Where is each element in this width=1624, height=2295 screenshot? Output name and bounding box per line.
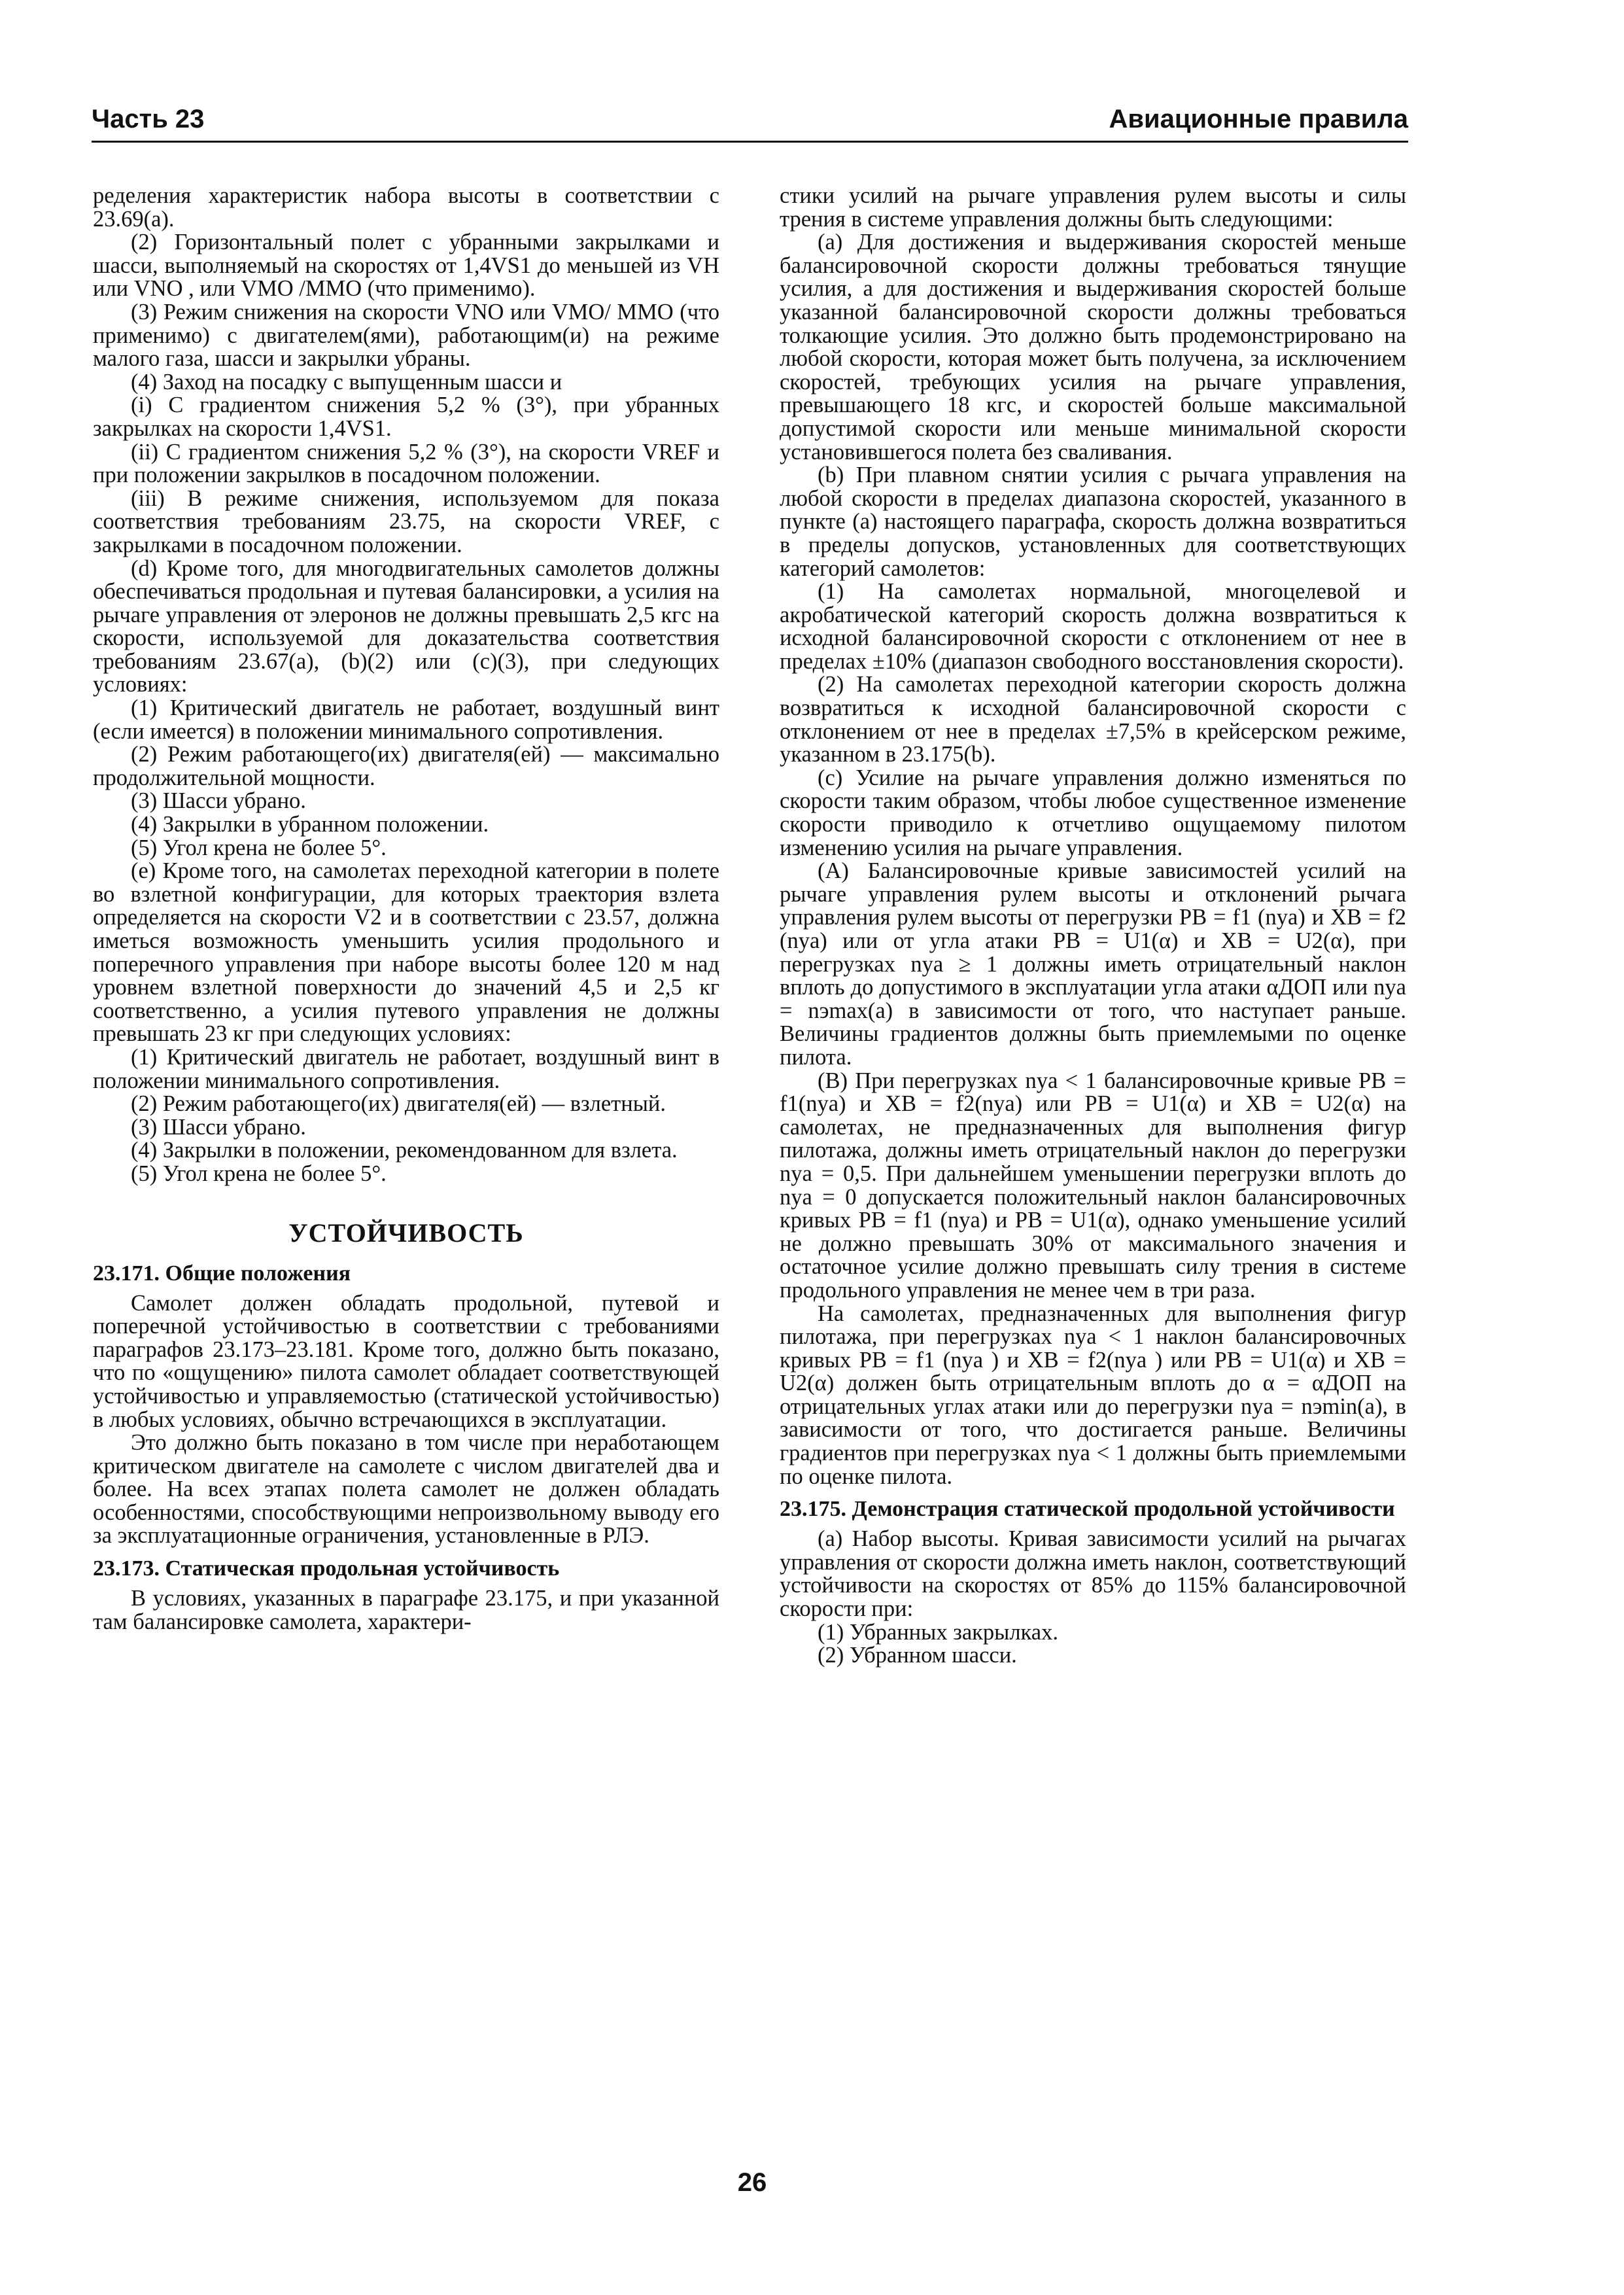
body-paragraph: (5) Угол крена не более 5°.: [131, 835, 387, 860]
body-paragraph: Это должно быть показано в том числе при неработающем критическом двигателе на самолете с числом двигателей два и более. На всех этапах полета самолет не должен обладать особенностями, способствующими непроизвольному выводу его за эксплуатационные ограничения, установленные в РЛЭ.: [93, 1430, 719, 1549]
body-paragraph: (2) Горизонтальный полет с убранными закрылками и шасси, выполняемый на скоростях от 1,4VS1 до меньшей из VH или VNO , или VMO /MMO (что применимо).: [93, 230, 719, 302]
body-paragraph: В условиях, указанных в параграфе 23.175, и при указанной там балансировке самолета, характери-: [93, 1586, 719, 1634]
body-paragraph: (с) Усилие на рычаге управления должно изменяться по скорости таким образом, чтобы любое существенное изменение скорости приводило к отчетливо ощущаемому пилотом изменению усилия на рычаге управления.: [780, 765, 1406, 860]
body-paragraph: На самолетах, предназначенных для выполнения фигур пилотажа, при перегрузках nya < 1 наклон балансировочных кривых PB = f1 (nya ) и XB = f2(nya ) или PB = U1(α) и XB = U2(α) должен быть отрицательным вплоть до α = αДОП на отрицательных углах атаки или до перегрузки nya = nэmin(a), в зависимости от того, что достигается раньше. Величины градиентов при перегрузках nya < 1 должны быть приемлемыми по оценке пилота.: [780, 1301, 1406, 1489]
page-number: 26: [737, 2168, 767, 2197]
body-paragraph: (d) Кроме того, для многодвигательных самолетов должны обеспечиваться продольная и путевая балансировки, а усилия на рычаге управления от элеронов не должны превышать 2,5 кгс на скорости, используемой для доказательства соответствия требованиям 23.67(а), (b)(2) или (с)(3), при следующих условиях:: [93, 555, 719, 697]
body-paragraph: (4) Закрылки в положении, рекомендованном для взлета.: [131, 1138, 678, 1163]
body-paragraph: (е) Кроме того, на самолетах переходной категории в полете во взлетной конфигурации, для которых траектория взлета определяется на скорости V2 и в соответствии с 23.57, должна иметься возможность уменьшить усилия продольного и поперечного управления при наборе высоты более 120 м над уровнем взлетной поверхности до значений 4,5 и 2,5 кг соответственно, а усилия путевого управления не должны превышать 23 кг при следующих условиях:: [93, 858, 719, 1047]
body-paragraph: (iii) В режиме снижения, используемом для показа соответствия требованиям 23.75, на скорости VREF, с закрылками в посадочном положении.: [93, 485, 719, 557]
body-paragraph: (3) Шасси убрано.: [131, 788, 306, 814]
body-paragraph: (1) На самолетах нормальной, многоцелевой и акробатической категорий скорость должна возвратиться к исходной балансировочной скорости с отклонением от нее в пределах ±10% (диапазон свободного восстановления скорости).: [780, 579, 1406, 674]
left-column: [93, 184, 719, 1634]
paragraph-heading: 23.173. Статическая продольная устойчивость: [93, 1556, 560, 1581]
body-paragraph: (2) Убранном шасси.: [818, 1643, 1017, 1668]
body-paragraph: (4) Заход на посадку с выпущенным шасси и: [131, 369, 562, 394]
body-paragraph: (В) При перегрузках nya < 1 балансировочные кривые PB = f1(nya) и XB = f2(nya) или PB = U1(α) и XB = U2(α) на самолетах, не предназначенных для выполнения фигур пилотажа, должны иметь отрицательный наклон до перегрузки nya = 0,5. При дальнейшем уменьшении перегрузки вплоть до nya = 0 допускается положительный наклон балансировочных кривых PB = f1 (nya) и PB = U1(α), однако уменьшение усилий не должно превышать 30% от максимального значения и остаточное усилие должно превышать силу трения в системе продольного управления не менее чем в три раза.: [780, 1068, 1406, 1303]
section-heading: УСТОЙЧИВОСТЬ: [288, 1218, 524, 1248]
running-header-left: Часть 23: [92, 105, 205, 133]
body-paragraph: (b) При плавном снятии усилия с рычага управления на любой скорости в пределах диапазона скоростей, указанного в пункте (а) настоящего параграфа, скорость должна возвратиться в пределы допусков, установленных для соответствующих категорий самолетов:: [780, 463, 1406, 581]
body-paragraph: (i) С градиентом снижения 5,2 % (3°), при убранных закрылках на скорости 1,4VS1.: [93, 393, 719, 441]
body-paragraph: (А) Балансировочные кривые зависимостей усилий на рычаге управления рулем высоты и отклонений рычага управления рулем высоты от перегрузки PB = f1 (nya) и XB = f2 (nya) или от угла атаки PB = U1(α) и XB = U2(α), при перегрузках nya ≥ 1 должны иметь отрицательный наклон вплоть до допустимого в эксплуатации угла атаки αДОП или nya = nэmax(a) в зависимости от того, что наступает раньше. Величины градиентов должны быть приемлемыми по оценке пилота.: [780, 858, 1406, 1070]
running-header-right: Авиационные правила: [1109, 105, 1408, 133]
body-paragraph: Самолет должен обладать продольной, путевой и поперечной устойчивостью в соответствии с требованиями параграфов 23.173–23.181. Кроме того, должно быть показано, что по «ощущению» пилота самолет обладает соответствующей устойчивостью и управляемостью (статической устойчивостью) в любых условиях, обычно встречающихся в эксплуатации.: [93, 1290, 719, 1432]
body-paragraph: (3) Шасси убрано.: [131, 1114, 306, 1140]
body-paragraph: (2) Режим работающего(их) двигателя(ей) — взлетный.: [131, 1091, 666, 1117]
body-paragraph: (ii) С градиентом снижения 5,2 % (3°), на скорости VREF и при положении закрылков в посадочном положении.: [93, 439, 719, 488]
paragraph-heading: 23.175. Демонстрация статической продольной устойчивости: [780, 1497, 1395, 1522]
body-paragraph: (3) Режим снижения на скорости VNO или VMO/ MMO (что применимо) с двигателем(ями), работающим(и) на режиме малого газа, шасси и закрылки убраны.: [93, 299, 719, 372]
body-paragraph: (1) Убранных закрылках.: [818, 1619, 1058, 1645]
body-paragraph: (5) Угол крена не более 5°.: [131, 1161, 387, 1186]
body-paragraph: (а) Набор высоты. Кривая зависимости усилий на рычагах управления от скорости должна иметь наклон, соответствующий устойчивости на скоростях от 85% до 115% балансировочной скорости при:: [780, 1526, 1406, 1622]
right-column: [780, 184, 1406, 1668]
body-paragraph: (1) Критический двигатель не работает, воздушный винт в положении минимального сопротивления.: [93, 1044, 719, 1093]
body-paragraph: (2) Режим работающего(их) двигателя(ей) — максимально продолжительной мощности.: [93, 742, 719, 790]
body-paragraph: (2) На самолетах переходной категории скорость должна возвратиться к исходной балансировочной скорости с отклонением от нее в пределах ±7,5% в крейсерском режиме, указанном в 23.175(b).: [780, 672, 1406, 767]
body-paragraph: (а) Для достижения и выдерживания скоростей меньше балансировочной скорости должны требоваться тянущие усилия, а для достижения и выдерживания скоростей больше указанной балансировочной скорости должны требоваться толкающие усилия. Это должно быть продемонстрировано на любой скорости, которая может быть получена, за исключением скоростей, требующих усилия на рычаге управления, превышающего 18 кгс, и скоростей больше максимальной допустимой скорости или меньше минимальной скорости установившегося полета без сваливания.: [780, 230, 1406, 464]
body-paragraph: стики усилий на рычаге управления рулем высоты и силы трения в системе управления должны быть следующими:: [780, 183, 1406, 232]
body-paragraph: ределения характеристик набора высоты в соответствии с 23.69(а).: [93, 183, 719, 232]
body-paragraph: (1) Критический двигатель не работает, воздушный винт (если имеется) в положении минимального сопротивления.: [93, 695, 719, 744]
body-paragraph: (4) Закрылки в убранном положении.: [131, 812, 489, 837]
header-rule: [92, 141, 1408, 143]
paragraph-heading: 23.171. Общие положения: [93, 1261, 351, 1286]
